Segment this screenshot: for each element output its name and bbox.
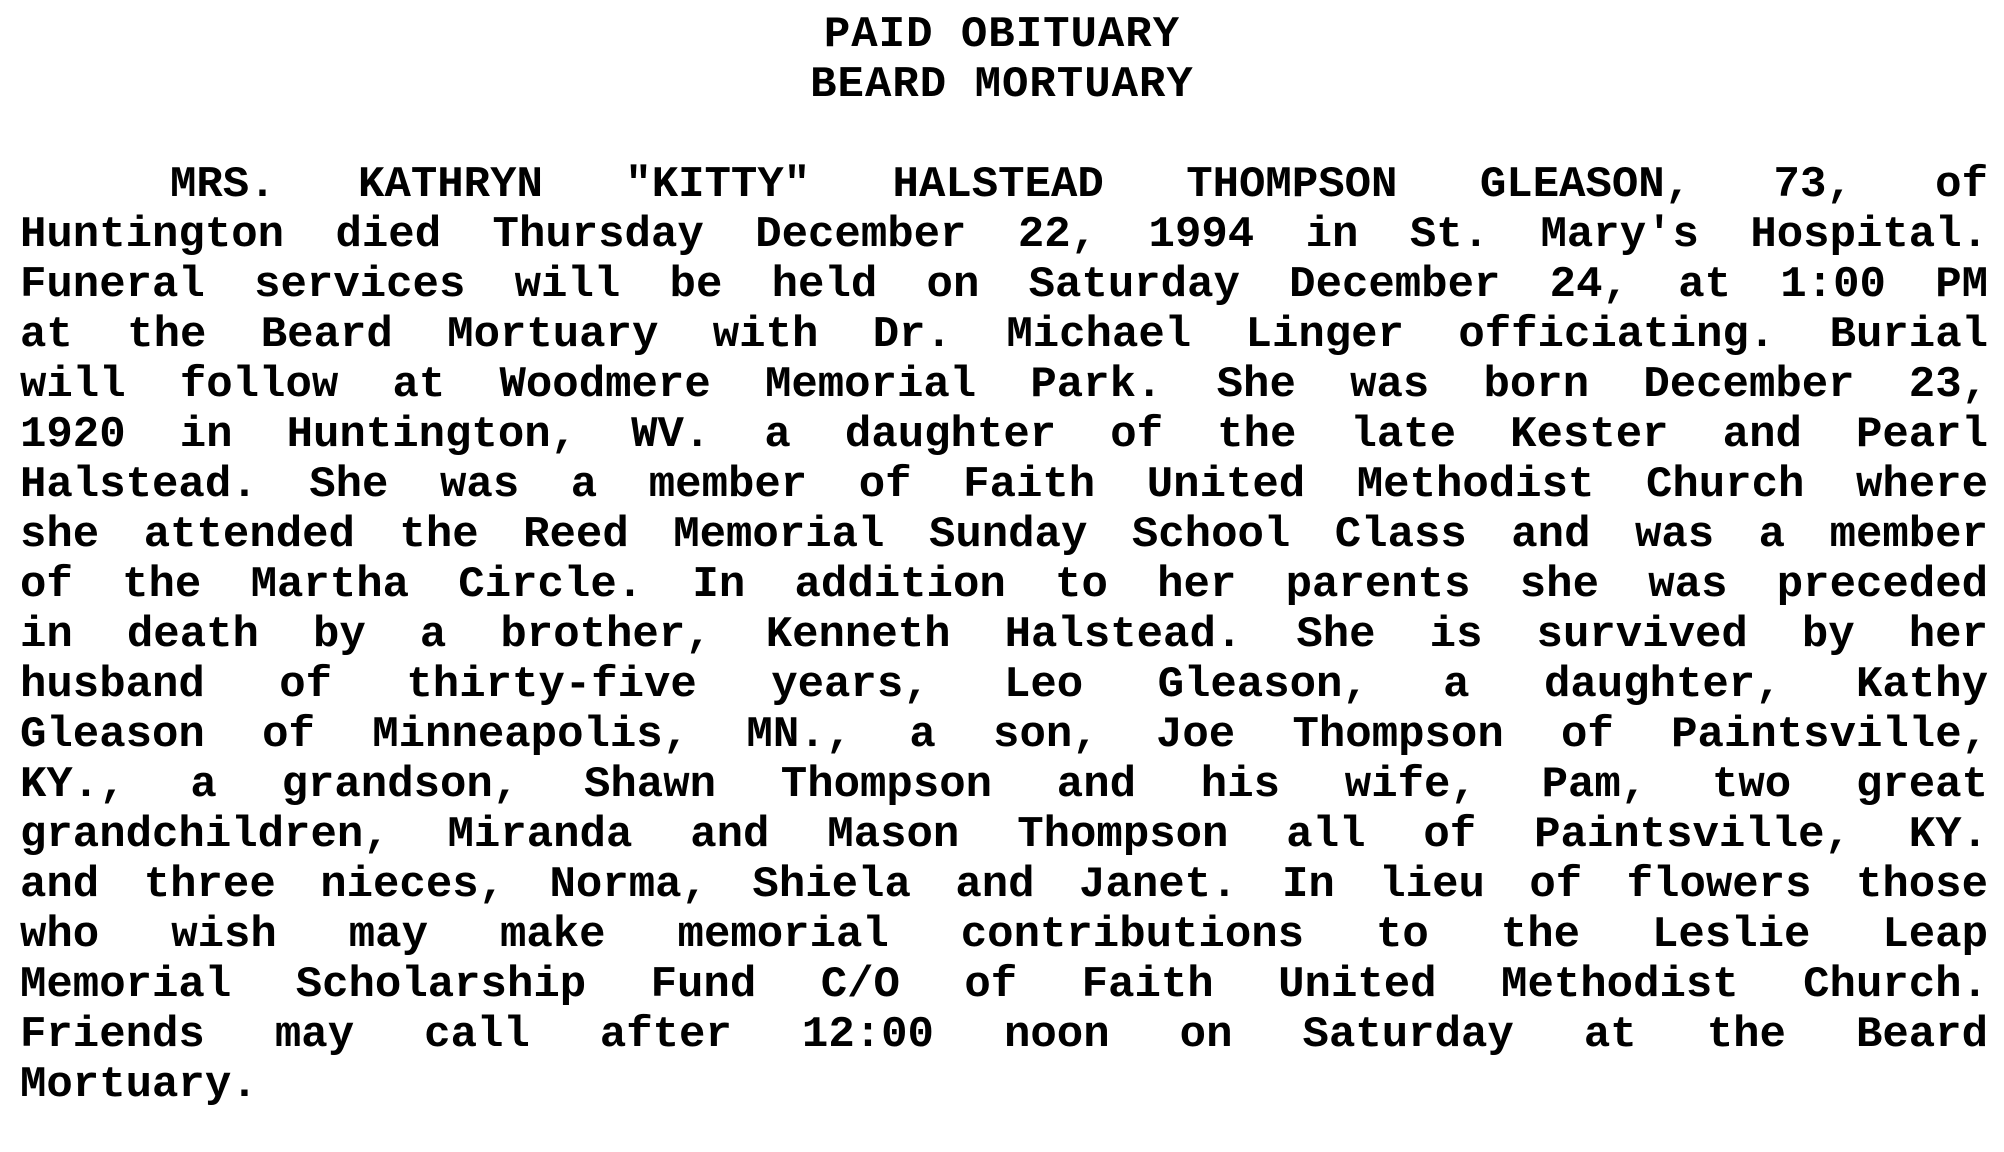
- obituary-line: Mortuary.: [20, 1060, 258, 1110]
- obituary-body: [20, 160, 1988, 1110]
- obituary-line: Huntington died Thursday December 22, 1994 in St. Mary's Hospital.: [20, 210, 1988, 260]
- obituary-line: who wish may make memorial contributions to the Leslie Leap: [20, 910, 1988, 960]
- obituary-line: Halstead. She was a member of Faith United Methodist Church where: [20, 460, 1988, 510]
- obituary-line: will follow at Woodmere Memorial Park. She was born December 23,: [20, 360, 1988, 410]
- obituary-line: at the Beard Mortuary with Dr. Michael Linger officiating. Burial: [20, 310, 1988, 360]
- obituary-line: she attended the Reed Memorial Sunday School Class and was a member: [20, 510, 1988, 560]
- obituary-line: Gleason of Minneapolis, MN., a son, Joe Thompson of Paintsville,: [20, 710, 1988, 760]
- obituary-line: in death by a brother, Kenneth Halstead. She is survived by her: [20, 610, 1988, 660]
- header-title: PAID OBITUARY: [823, 10, 1181, 60]
- obituary-line: MRS. KATHRYN "KITTY" HALSTEAD THOMPSON GLEASON, 73, of: [170, 160, 1988, 210]
- obituary-line: KY., a grandson, Shawn Thompson and his wife, Pam, two great: [20, 760, 1988, 810]
- obituary-line: Memorial Scholarship Fund C/O of Faith United Methodist Church.: [20, 960, 1988, 1010]
- obituary-line: and three nieces, Norma, Shiela and Janet. In lieu of flowers those: [20, 860, 1988, 910]
- obituary-line: 1920 in Huntington, WV. a daughter of the late Kester and Pearl: [20, 410, 1988, 460]
- obituary-line: husband of thirty-five years, Leo Gleason, a daughter, Kathy: [20, 660, 1988, 710]
- obituary-line: grandchildren, Miranda and Mason Thompson all of Paintsville, KY.: [20, 810, 1988, 860]
- header-subtitle: BEARD MORTUARY: [810, 60, 1194, 110]
- obituary-line: Friends may call after 12:00 noon on Saturday at the Beard: [20, 1010, 1988, 1060]
- obituary-line: of the Martha Circle. In addition to her parents she was preceded: [20, 560, 1988, 610]
- obituary-line: Funeral services will be held on Saturday December 24, at 1:00 PM: [20, 260, 1988, 310]
